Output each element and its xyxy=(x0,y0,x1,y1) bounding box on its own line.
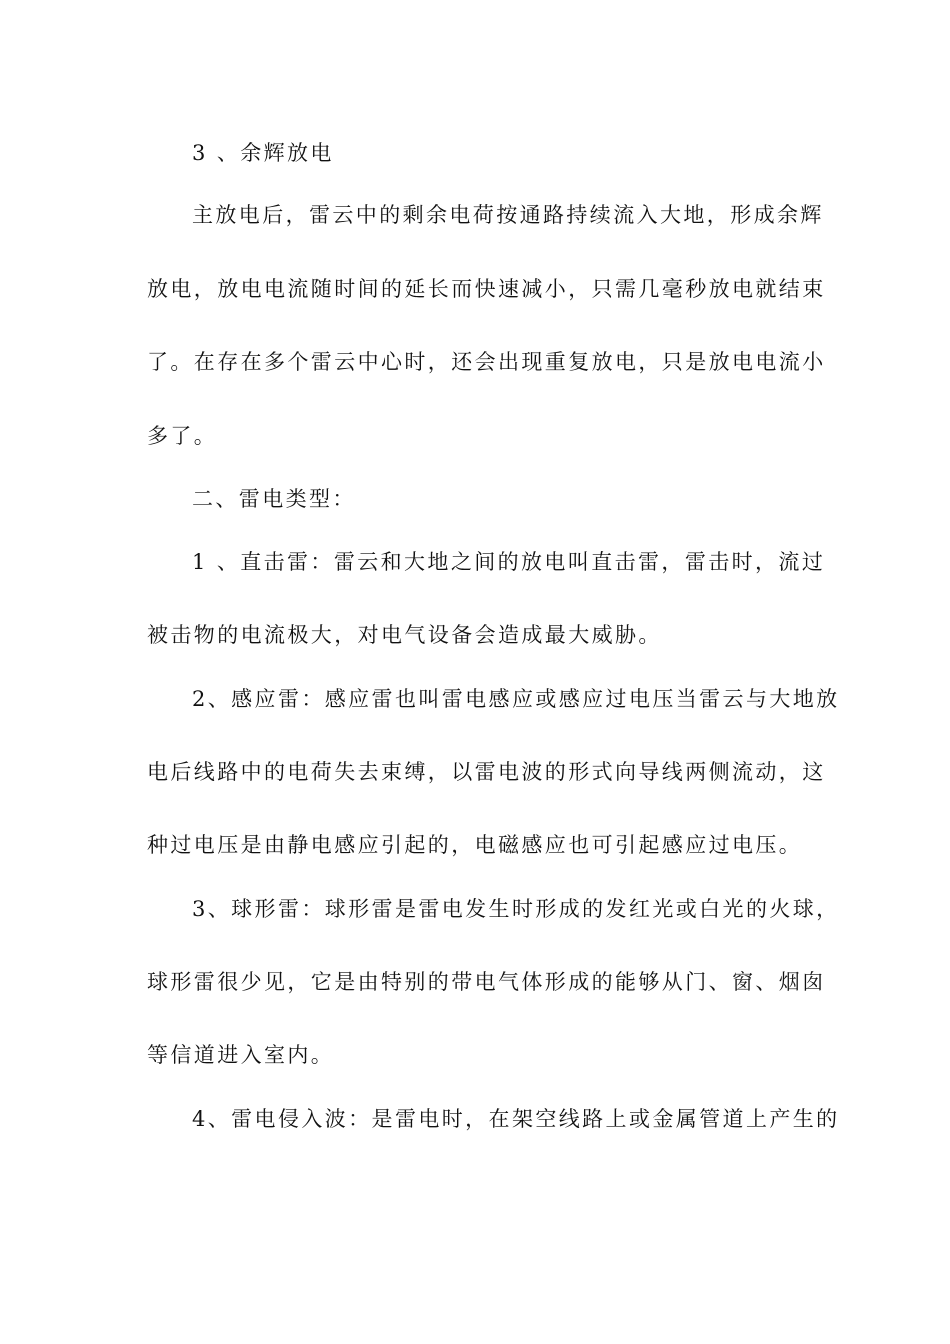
paragraph-line: 被击物的电流极大，对电气设备会造成最大威胁。 xyxy=(147,623,662,647)
paragraph-line: 主放电后，雷云中的剩余电荷按通路持续流入大地，形成余辉 xyxy=(192,203,824,227)
section-heading-afterglow-discharge: 3 、余辉放电 xyxy=(192,141,334,165)
paragraph-line: 4、雷电侵入波：是雷电时，在架空线路上或金属管道上产生的 xyxy=(192,1107,840,1131)
paragraph-line: 1 、直击雷：雷云和大地之间的放电叫直击雷，雷击时，流过 xyxy=(192,550,826,574)
paragraph-line: 了。在存在多个雷云中心时，还会出现重复放电，只是放电电流小 xyxy=(147,350,826,374)
paragraph-line: 3、球形雷：球形雷是雷电发生时形成的发红光或白光的火球， xyxy=(192,897,840,921)
paragraph-line: 放电，放电电流随时间的延长而快速减小，只需几毫秒放电就结束 xyxy=(147,277,826,301)
paragraph-line: 多了。 xyxy=(147,424,218,448)
section-heading-lightning-types: 二、雷电类型： xyxy=(192,487,356,511)
paragraph-line: 2、感应雷：感应雷也叫雷电感应或感应过电压当雷云与大地放 xyxy=(192,687,840,711)
paragraph-line: 种过电压是由静电感应引起的，电磁感应也可引起感应过电压。 xyxy=(147,833,803,857)
paragraph-line: 等信道进入室内。 xyxy=(147,1043,335,1067)
paragraph-line: 电后线路中的电荷失去束缚，以雷电波的形式向导线两侧流动，这 xyxy=(147,760,826,784)
paragraph-line: 球形雷很少见，它是由特别的带电气体形成的能够从门、窗、烟囱 xyxy=(147,970,826,994)
